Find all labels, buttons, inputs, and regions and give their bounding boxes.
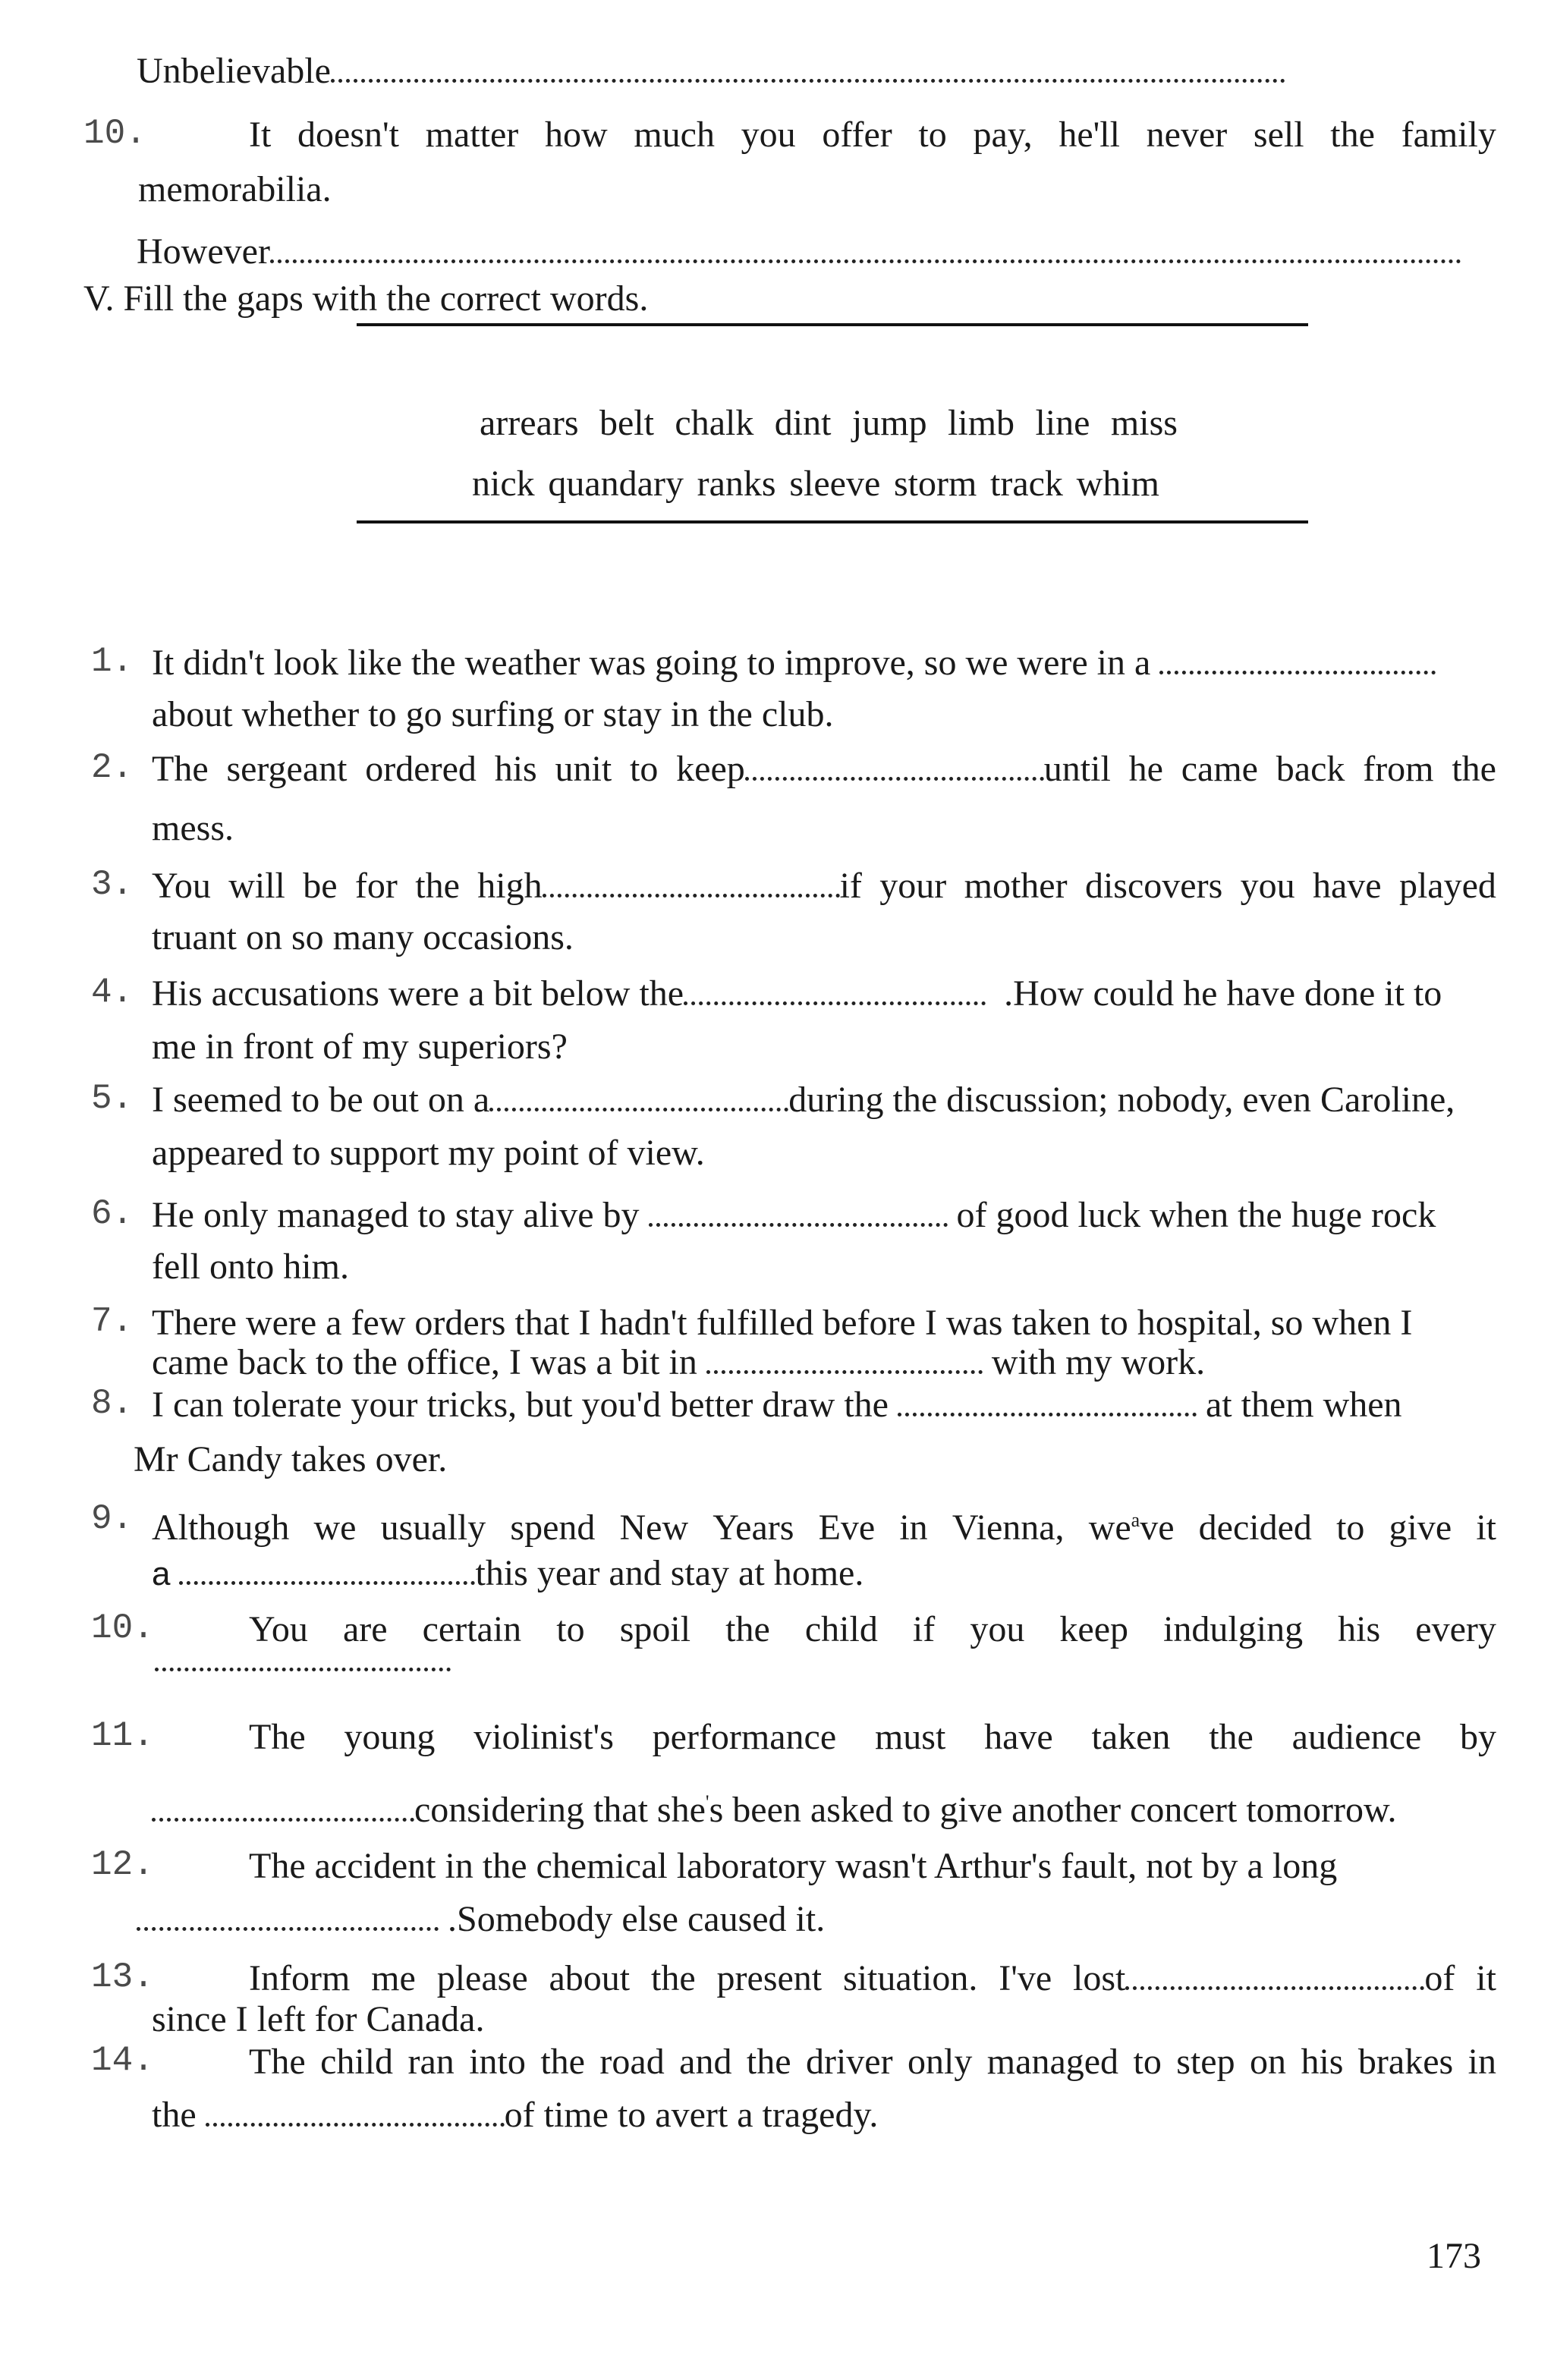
item-number: 6. <box>91 1194 134 1234</box>
word: performance <box>652 1717 837 1757</box>
item-number: 14. <box>91 2041 154 2080</box>
item-3-line-2: truant on so many occasions. <box>152 917 574 957</box>
word: mother <box>964 866 1068 906</box>
word: have <box>1312 866 1382 906</box>
item-8-line-2: Mr Candy takes over. <box>134 1439 448 1479</box>
word-box-word: track <box>990 464 1063 504</box>
word-box-word: miss <box>1110 403 1178 443</box>
word-box-word: storm <box>893 464 977 504</box>
item-number: 2. <box>91 748 134 788</box>
prev-however-text: However <box>137 231 270 272</box>
answer-blank[interactable] <box>489 1108 788 1111</box>
word: your <box>879 866 947 906</box>
word: his <box>494 749 537 789</box>
item-text: this year and stay at home. <box>475 1553 864 1593</box>
answer-blank[interactable] <box>1125 1986 1424 1990</box>
item-12-line-2 <box>137 1898 825 1941</box>
word: the <box>1330 115 1375 155</box>
word: we <box>313 1508 357 1548</box>
word: he'll <box>1059 115 1120 155</box>
word: how <box>544 115 608 155</box>
item-8-line-1 <box>152 1384 1402 1426</box>
item-11-line-1 <box>249 1716 1496 1759</box>
item-text: s been asked to give another concert tomorrow. <box>709 1790 1397 1830</box>
word: his <box>1301 2042 1344 2082</box>
word: The <box>152 749 209 789</box>
word: you <box>741 115 796 155</box>
word: be <box>303 866 338 906</box>
word: if <box>839 866 862 906</box>
item-text: the <box>152 2095 197 2135</box>
answer-blank[interactable] <box>649 1223 948 1227</box>
item-13-line-2: since I left for Canada. <box>152 1999 485 2039</box>
item-number: 9. <box>91 1499 134 1539</box>
answer-blank[interactable] <box>152 1818 414 1822</box>
item-number: 5. <box>91 1079 134 1118</box>
word: The <box>249 2042 306 2082</box>
word: You <box>249 1609 308 1649</box>
item-10-line-1 <box>249 1608 1496 1651</box>
word: brakes <box>1357 2042 1454 2082</box>
word: me <box>371 1958 416 1998</box>
word-box-word: limb <box>948 403 1015 443</box>
word: offer <box>822 115 892 155</box>
item-text: during the discussion; nobody, even Caroline, <box>788 1080 1455 1120</box>
word-with-blank <box>1073 1957 1455 2000</box>
word-box-word: quandary <box>548 464 684 504</box>
word: of <box>1424 1958 1455 1998</box>
word: have <box>984 1717 1053 1757</box>
word: keep <box>676 749 745 789</box>
item-14-line-2 <box>152 2094 878 2136</box>
answer-blank[interactable] <box>270 259 1461 263</box>
word: doesn't <box>297 115 399 155</box>
item-number: 10. <box>91 1608 154 1648</box>
word-box-top-rule <box>357 323 1308 326</box>
item-11-line-2 <box>152 1781 1397 1831</box>
word-box-bottom-rule <box>357 520 1308 523</box>
word-box-word: line <box>1035 403 1090 443</box>
item-1-line-2: about whether to go surfing or stay in the club. <box>152 694 834 734</box>
word: lost <box>1073 1958 1126 1998</box>
item-7-line-1: There were a few orders that I hadn't fulfilled before I was taken to hospital, so when I <box>152 1303 1413 1343</box>
word: to <box>918 115 947 155</box>
word: back <box>1276 749 1345 789</box>
word: ordered <box>365 749 477 789</box>
answer-blank[interactable] <box>179 1581 475 1585</box>
word: managed <box>986 2042 1119 2082</box>
word: Eve <box>818 1508 876 1548</box>
word: the <box>746 2042 791 2082</box>
word: in <box>899 1508 928 1548</box>
answer-blank[interactable] <box>331 79 1285 83</box>
word: child <box>804 1609 878 1649</box>
word-box-word: jump <box>851 403 927 443</box>
word: decided <box>1198 1508 1312 1548</box>
prev-q10-number: 10. <box>83 114 146 153</box>
item-number: 4. <box>91 973 134 1012</box>
word: situation. <box>843 1958 978 1998</box>
word-box-word: dint <box>774 403 832 443</box>
word: the <box>540 2042 585 2082</box>
word-box-word: belt <box>599 403 654 443</box>
word: Years <box>713 1508 794 1548</box>
word: violinist's <box>473 1717 614 1757</box>
word-part: we <box>1088 1508 1131 1548</box>
superscript-mark: ' <box>705 1791 709 1813</box>
word: he <box>1128 749 1163 789</box>
answer-blank[interactable] <box>155 1668 451 1671</box>
word: for <box>354 866 398 906</box>
item-text: I seemed to be out on a <box>152 1080 490 1120</box>
word: only <box>908 2042 973 2082</box>
word: to <box>1133 2042 1162 2082</box>
item-2-line-2: mess. <box>152 808 234 848</box>
word: give <box>1389 1508 1452 1548</box>
item-text: of good luck when the huge rock <box>956 1195 1436 1235</box>
prev-unbelievable-text: Unbelievable <box>137 51 331 91</box>
item-number: 1. <box>91 642 134 681</box>
item-number: 8. <box>91 1384 134 1423</box>
word: from <box>1363 749 1434 789</box>
word-box-word: ranks <box>697 464 776 504</box>
item-12-line-1: The accident in the chemical laboratory wasn't Arthur's fault, not by a long <box>249 1846 1338 1886</box>
item-1-line-1 <box>152 642 1436 684</box>
item-number: 12. <box>91 1845 154 1885</box>
item-text: It didn't look like the weather was going to improve, so we were in a <box>152 643 1151 683</box>
item-4-line-1 <box>152 973 1442 1015</box>
word: audience <box>1291 1717 1422 1757</box>
word: about <box>549 1958 631 1998</box>
word: matter <box>425 115 519 155</box>
word: discovers <box>1084 866 1223 906</box>
word: came <box>1181 749 1258 789</box>
word: Vienna, <box>952 1508 1065 1548</box>
word: until <box>1043 749 1111 789</box>
word: to <box>630 749 659 789</box>
word <box>1089 1499 1175 1549</box>
word: child <box>320 2042 394 2082</box>
prev-line-however <box>137 231 1461 273</box>
item-text: a <box>152 1555 171 1592</box>
answer-blank[interactable] <box>745 777 1044 781</box>
item-number: 3. <box>91 865 134 904</box>
item-6-line-2: fell onto him. <box>152 1247 349 1287</box>
word-with-blank <box>477 865 862 907</box>
word: driver <box>805 2042 893 2082</box>
prev-q10-line1 <box>249 114 1496 156</box>
word-box-line-1 <box>480 402 1178 445</box>
item-3-line-1 <box>152 865 1496 907</box>
item-4-line-2: me in front of my superiors? <box>152 1027 568 1067</box>
word: step <box>1176 2042 1235 2082</box>
item-text: .How could he have done it to <box>1004 973 1442 1014</box>
item-5-line-2: appeared to support my point of view. <box>152 1133 705 1173</box>
item-number: 13. <box>91 1957 154 1997</box>
word: are <box>342 1609 388 1649</box>
word: never <box>1146 115 1228 155</box>
word: certain <box>422 1609 522 1649</box>
answer-blank[interactable] <box>898 1413 1197 1416</box>
word: It <box>249 115 272 155</box>
word: usually <box>380 1508 486 1548</box>
word: The <box>249 1717 306 1757</box>
word: must <box>874 1717 946 1757</box>
item-text: with my work. <box>991 1342 1206 1382</box>
item-number: 7. <box>91 1302 134 1341</box>
word: to <box>1336 1508 1365 1548</box>
word: the <box>1452 749 1496 789</box>
item-text: at them when <box>1205 1385 1402 1425</box>
word: you <box>970 1609 1025 1649</box>
answer-blank[interactable] <box>543 894 840 898</box>
word-box-line-2 <box>472 463 1159 505</box>
word: if <box>912 1609 936 1649</box>
word-box-word: sleeve <box>789 464 881 504</box>
word: taken <box>1091 1717 1171 1757</box>
answer-blank[interactable] <box>206 2123 505 2127</box>
item-10-line-2 <box>155 1662 451 1675</box>
word: his <box>1338 1609 1381 1649</box>
item-2-line-1 <box>152 748 1496 791</box>
word-with-blank <box>676 748 1111 791</box>
word: indulging <box>1163 1609 1304 1649</box>
word: You <box>152 866 211 906</box>
item-text: of time to avert a tragedy. <box>504 2095 879 2135</box>
item-text: I can tolerate your tricks, but you'd better draw the <box>152 1385 889 1425</box>
word: played <box>1398 866 1496 906</box>
word-box-word: chalk <box>675 403 754 443</box>
word: the <box>415 866 460 906</box>
word: will <box>228 866 285 906</box>
item-text: considering that she <box>414 1790 706 1830</box>
item-text: came back to the office, I was a bit in <box>152 1342 697 1382</box>
item-7-line-2 <box>152 1341 1205 1384</box>
superscript-mark: a <box>1131 1509 1140 1531</box>
prev-line-unbelievable <box>137 50 1285 93</box>
item-text: His accusations were a bit below the <box>152 973 684 1014</box>
word: Although <box>152 1508 290 1548</box>
item-9-line-2 <box>152 1552 864 1596</box>
word-box-word: nick <box>472 464 535 504</box>
word: New <box>619 1508 689 1548</box>
word: road <box>599 2042 665 2082</box>
section-heading: V. Fill the gaps with the correct words. <box>83 278 649 319</box>
item-5-line-1 <box>152 1079 1455 1121</box>
word: you <box>1240 866 1295 906</box>
word: the <box>651 1958 696 1998</box>
word: sell <box>1253 115 1304 155</box>
page-number: 173 <box>1427 2236 1481 2276</box>
word-box-word: arrears <box>480 403 579 443</box>
item-number: 11. <box>91 1716 154 1756</box>
word: family <box>1401 115 1496 155</box>
word: the <box>1209 1717 1254 1757</box>
word: I've <box>999 1958 1052 1998</box>
word: much <box>634 115 715 155</box>
word: in <box>1467 2042 1496 2082</box>
item-13-line-1 <box>249 1957 1496 2000</box>
word: spend <box>510 1508 596 1548</box>
answer-blank[interactable] <box>684 1001 986 1005</box>
word: and <box>679 2042 732 2082</box>
word: pay, <box>973 115 1033 155</box>
word: by <box>1459 1717 1496 1757</box>
word-part: ve <box>1140 1508 1175 1548</box>
word: ran <box>407 2042 455 2082</box>
word: it <box>1476 1508 1496 1548</box>
word-box-word: whim <box>1076 464 1159 504</box>
item-6-line-1 <box>152 1194 1436 1237</box>
word: to <box>556 1609 585 1649</box>
word: present <box>716 1958 823 1998</box>
word: young <box>344 1717 436 1757</box>
answer-blank[interactable] <box>1159 671 1436 674</box>
word: every <box>1415 1609 1496 1649</box>
item-9-line-1 <box>152 1499 1496 1549</box>
word: spoil <box>619 1609 691 1649</box>
word: please <box>436 1958 528 1998</box>
word: Inform <box>249 1958 351 1998</box>
word: it <box>1476 1958 1496 1998</box>
answer-blank[interactable] <box>706 1370 983 1374</box>
word: into <box>469 2042 526 2082</box>
word: high <box>477 866 543 906</box>
item-14-line-1 <box>249 2041 1496 2083</box>
prev-q10-line2: memorabilia. <box>138 169 332 209</box>
word: the <box>725 1609 770 1649</box>
answer-blank[interactable] <box>137 1927 439 1931</box>
word: sergeant <box>226 749 348 789</box>
word: keep <box>1059 1609 1128 1649</box>
item-text: .Somebody else caused it. <box>448 1899 826 1939</box>
item-text: He only managed to stay alive by <box>152 1195 640 1235</box>
word: on <box>1250 2042 1287 2082</box>
word: unit <box>555 749 612 789</box>
